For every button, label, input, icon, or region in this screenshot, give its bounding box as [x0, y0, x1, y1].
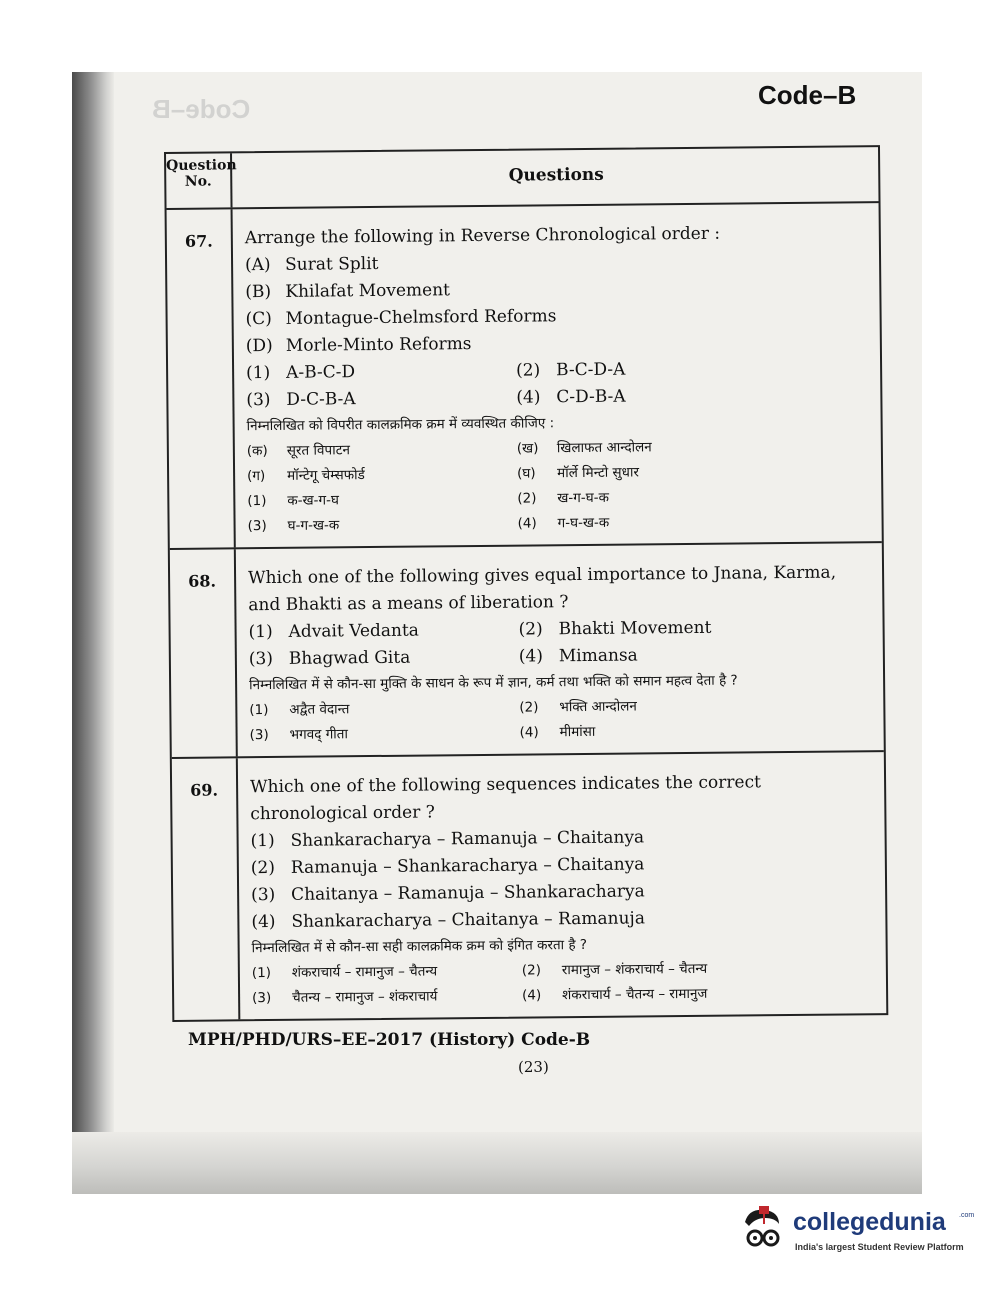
question-number: 69. — [172, 758, 241, 1020]
hindi-option: (2) ख-ग-घ-क — [517, 489, 610, 507]
hindi-option: (2) भक्ति आन्दोलन — [519, 698, 637, 716]
question-row — [172, 750, 886, 1020]
bleed-through-code: Code–B — [152, 94, 251, 124]
question-body — [238, 752, 886, 1019]
student-mascot-icon — [735, 1204, 789, 1256]
page-number: (23) — [518, 1058, 549, 1076]
answer-option: (4) Shankaracharya – Chaitanya – Ramanuja — [251, 908, 646, 933]
hindi-option: (4) ग-घ-ख-क — [517, 514, 610, 532]
answer-option: (3) D-C-B-A — [246, 389, 356, 411]
hindi-question-text: निम्नलिखित में से कौन-सा सही कालक्रमिक क्रम को इंगित करता है ? — [251, 936, 588, 957]
question-table — [164, 145, 888, 1022]
hindi-options — [252, 980, 876, 1011]
question-text: Which one of the following gives equal importance to Jnana, Karma, and Bhakti as a means of liberation ? — [247, 562, 837, 616]
answer-option: (1) Shankaracharya – Ramanuja – Chaitanya — [250, 827, 645, 852]
answer-option: (3) Chaitanya – Ramanuja – Shankaracharya — [251, 881, 645, 906]
statement-item: (A) Surat Split — [244, 253, 379, 276]
hindi-option: (1) अद्वैत वेदान्त — [249, 701, 350, 719]
question-no-header: Question No. — [166, 153, 233, 208]
hindi-option: (3) घ-ग-ख-क — [247, 517, 340, 535]
collegedunia-logo[interactable] — [735, 1196, 975, 1266]
question-number: 67. — [167, 209, 236, 548]
hindi-item: (ग) मॉन्टेगू चेम्सफोर्ड — [247, 467, 365, 485]
question-text: Arrange the following in Reverse Chronological order : — [244, 223, 721, 249]
page-bottom-shadow — [72, 1132, 922, 1194]
answer-option: (1) Advait Vedanta — [248, 620, 419, 643]
answer-option: (1) A-B-C-D — [246, 362, 356, 384]
answer-option: (3) Bhagwad Gita — [248, 647, 411, 670]
hindi-option: (2) रामानुज – शंकराचार्य – चैतन्य — [521, 960, 708, 979]
answer-option: (2) Bhakti Movement — [518, 617, 712, 640]
code-header: Code–B — [758, 80, 857, 110]
question-row — [167, 201, 882, 548]
hindi-options — [247, 508, 871, 539]
statement-item: (B) Khilafat Movement — [245, 280, 451, 303]
question-row — [170, 541, 884, 757]
hindi-question-text: निम्नलिखित में से कौन-सा मुक्ति के साधन के रूप में ज्ञान, कर्म तथा भक्ति को समान महत्व देता है ? — [249, 672, 738, 694]
book-spine-shadow — [72, 72, 114, 1194]
hindi-option: (1) शंकराचार्य – रामानुज – चैतन्य — [251, 963, 438, 982]
page-footer: MPH/PHD/URS–EE–2017 (History) Code-B — [188, 1030, 591, 1050]
hindi-option: (4) शंकराचार्य – चैतन्य – रामानुज — [522, 985, 708, 1004]
scanned-page — [72, 72, 922, 1194]
question-body — [236, 543, 884, 756]
statement-item: (C) Montague-Chelmsford Reforms — [245, 306, 557, 330]
table-header-row — [166, 147, 878, 208]
hindi-option: (3) चैतन्य – रामानुज – शंकराचार्य — [252, 988, 438, 1007]
answer-option: (2) B-C-D-A — [516, 359, 626, 381]
hindi-option: (4) मीमांसा — [519, 723, 596, 741]
questions-header: Questions — [508, 164, 604, 186]
hindi-question-text: निम्नलिखित को विपरीत कालक्रमिक क्रम में व्यवस्थित कीजिए : — [246, 415, 555, 435]
answer-option: (4) Mimansa — [518, 645, 638, 667]
hindi-options — [249, 717, 873, 748]
question-text: Which one of the following sequences indicates the correct chronological order ? — [250, 772, 761, 825]
hindi-option: (3) भगवद् गीता — [249, 726, 349, 744]
answer-option: (4) C-D-B-A — [516, 386, 626, 408]
question-number: 68. — [170, 549, 238, 757]
hindi-item: (ख) खिलाफत आन्दोलन — [516, 439, 652, 457]
question-body — [233, 203, 882, 547]
logo-suffix: .com — [959, 1212, 975, 1219]
logo-brand-text: collegedunia — [793, 1208, 946, 1236]
hindi-item: (क) सूरत विपाटन — [246, 442, 351, 460]
answer-option: (2) Ramanuja – Shankaracharya – Chaitanya — [250, 854, 645, 879]
logo-tagline: India's largest Student Review Platform — [795, 1242, 964, 1252]
hindi-item: (घ) मॉर्ले मिन्टो सुधार — [517, 464, 640, 482]
statement-item: (D) Morle-Minto Reforms — [245, 334, 472, 357]
hindi-option: (1) क-ख-ग-घ — [247, 492, 340, 510]
